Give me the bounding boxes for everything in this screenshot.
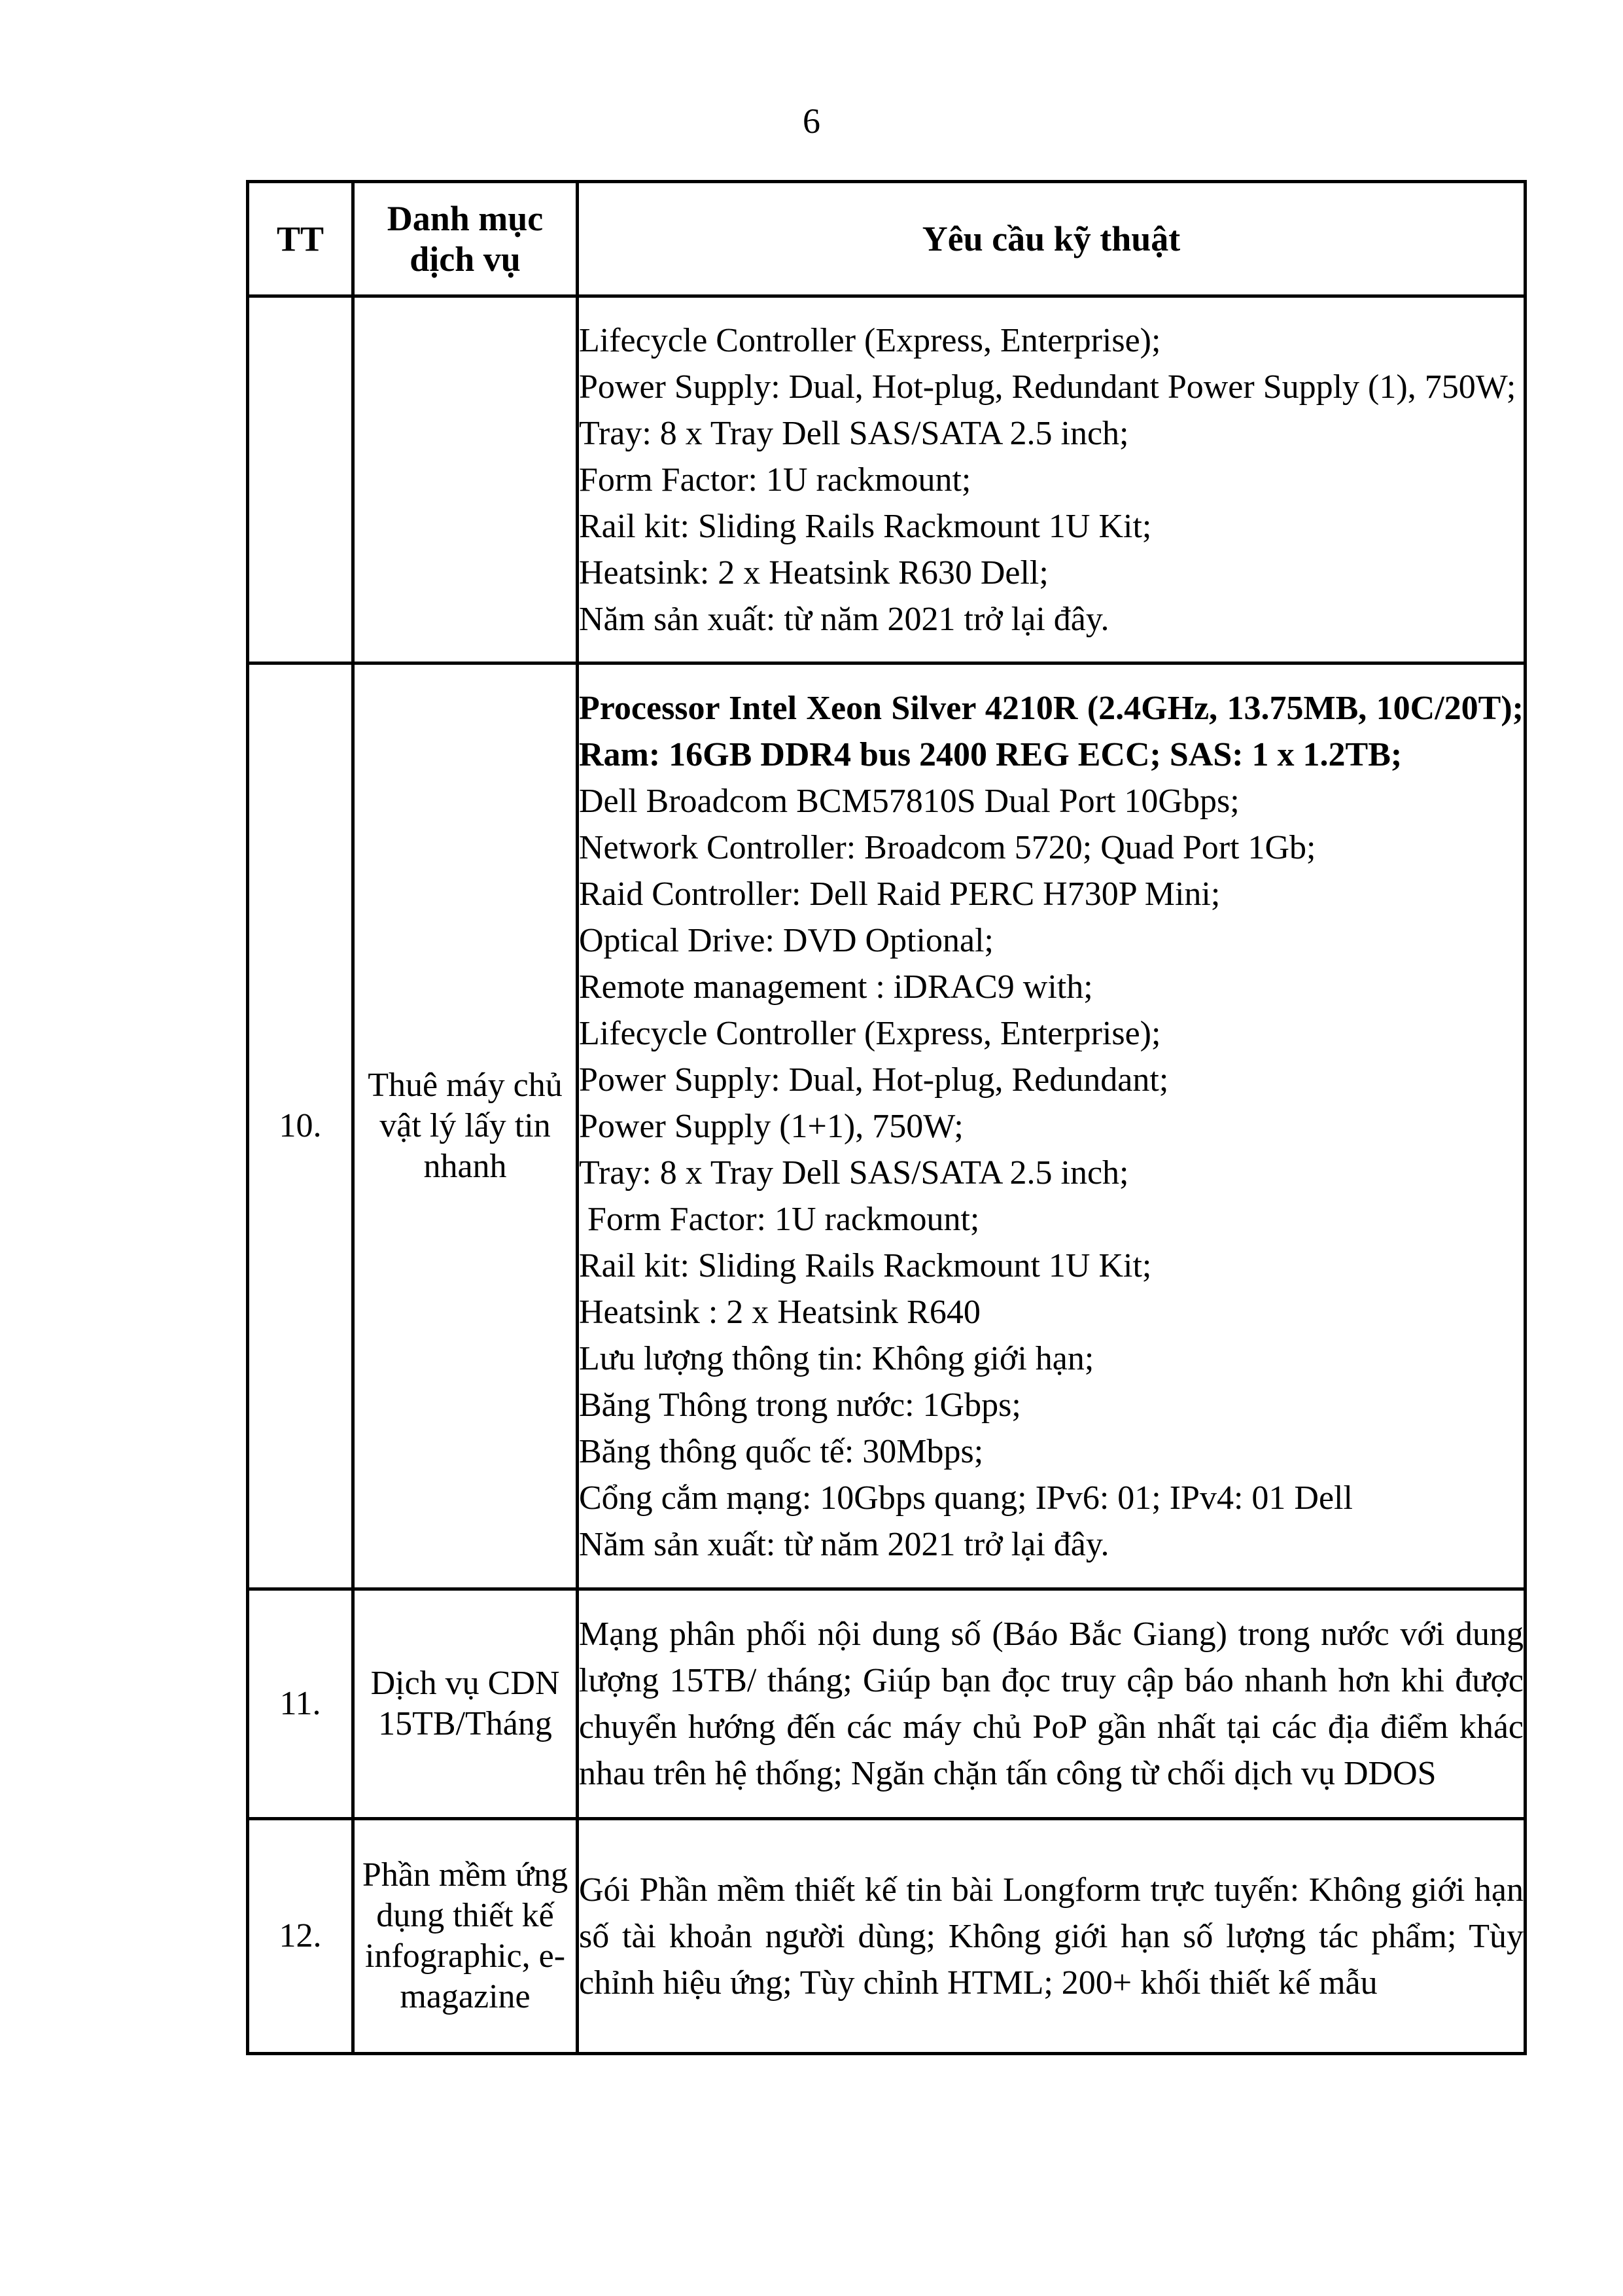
spec-line: Lifecycle Controller (Express, Enterprise);	[579, 321, 1161, 359]
technical-requirements-table	[246, 180, 1527, 2055]
spec-line: Lưu lượng thông tin: Không giới hạn;	[579, 1339, 1094, 1377]
cell-requirements	[578, 296, 1526, 663]
spec-line: Power Supply (1+1), 750W;	[579, 1107, 964, 1145]
table-row-12	[248, 1819, 1526, 2054]
spec-line: Network Controller: Broadcom 5720; Quad Port 1Gb;	[579, 828, 1316, 866]
cell-tt	[248, 296, 353, 663]
spec-line: Rail kit: Sliding Rails Rackmount 1U Kit;	[579, 1246, 1152, 1284]
cell-requirements	[578, 663, 1526, 1589]
cell-category: Phần mềm ứng dụng thiết kế infographic, e-magazine	[353, 1819, 578, 2054]
cell-tt: 12.	[248, 1819, 353, 2054]
spec-line: Tray: 8 x Tray Dell SAS/SATA 2.5 inch;	[579, 1154, 1129, 1192]
spec-line: Form Factor: 1U rackmount;	[579, 461, 971, 499]
spec-line: Power Supply: Dual, Hot-plug, Redundant Power Supply (1), 750W;	[579, 368, 1516, 406]
spec-line: Power Supply: Dual, Hot-plug, Redundant;	[579, 1061, 1169, 1099]
spec-line: Băng thông quốc tế: 30Mbps;	[579, 1432, 984, 1470]
spec-line: Optical Drive: DVD Optional;	[579, 921, 994, 959]
table-row-11	[248, 1589, 1526, 1819]
header-category: Danh mục dịch vụ	[353, 182, 578, 296]
cell-category: Thuê máy chủ vật lý lấy tin nhanh	[353, 663, 578, 1589]
cell-requirements: Mạng phân phối nội dung số (Báo Bắc Giang) trong nước với dung lượng 15TB/ tháng; Giúp bạn đọc truy cập báo nhanh hơn khi được chuyển hướng đến các máy chủ PoP gần nhất tại các địa điểm khác nhau trên hệ thống; Ngăn chặn tấn công từ chối dịch vụ DDOS	[578, 1589, 1526, 1819]
spec-line: Băng Thông trong nước: 1Gbps;	[579, 1386, 1021, 1424]
header-tt: TT	[248, 182, 353, 296]
spec-line: Dell Broadcom BCM57810S Dual Port 10Gbps;	[579, 782, 1240, 820]
spec-line: Rail kit: Sliding Rails Rackmount 1U Kit;	[579, 507, 1152, 545]
table-row-continuation	[248, 296, 1526, 663]
spec-line: Cổng cắm mạng: 10Gbps quang; IPv6: 01; IPv4: 01 Dell	[579, 1479, 1353, 1517]
spec-line: Lifecycle Controller (Express, Enterprise);	[579, 1014, 1161, 1052]
table-header-row	[248, 182, 1526, 296]
cell-category: Dịch vụ CDN 15TB/Tháng	[353, 1589, 578, 1819]
cell-tt: 10.	[248, 663, 353, 1589]
spec-line: Remote management : iDRAC9 with;	[579, 968, 1093, 1006]
spec-line: Raid Controller: Dell Raid PERC H730P Mini;	[579, 875, 1221, 913]
cell-tt: 11.	[248, 1589, 353, 1819]
spec-line: Năm sản xuất: từ năm 2021 trở lại đây.	[579, 600, 1109, 638]
table-row-10	[248, 663, 1526, 1589]
spec-line: Form Factor: 1U rackmount;	[579, 1200, 980, 1238]
cell-category	[353, 296, 578, 663]
header-requirements: Yêu cầu kỹ thuật	[578, 182, 1526, 296]
spec-line: Heatsink : 2 x Heatsink R640	[579, 1293, 981, 1331]
cell-requirements: Gói Phần mềm thiết kế tin bài Longform trực tuyến: Không giới hạn số tài khoản người dùng; Không giới hạn số lượng tác phẩm; Tùy chỉnh hiệu ứng; Tùy chỉnh HTML; 200+ khối thiết kế mẫu	[578, 1819, 1526, 2054]
spec-line-processor: Processor Intel Xeon Silver 4210R (2.4GHz, 13.75MB, 10C/20T); Ram: 16GB DDR4 bus 2400 REG ECC; SAS: 1 x 1.2TB;	[579, 689, 1524, 773]
spec-line: Năm sản xuất: từ năm 2021 trở lại đây.	[579, 1525, 1109, 1563]
spec-line: Tray: 8 x Tray Dell SAS/SATA 2.5 inch;	[579, 414, 1129, 452]
page-number: 6	[803, 101, 820, 141]
spec-line: Heatsink: 2 x Heatsink R630 Dell;	[579, 554, 1049, 592]
